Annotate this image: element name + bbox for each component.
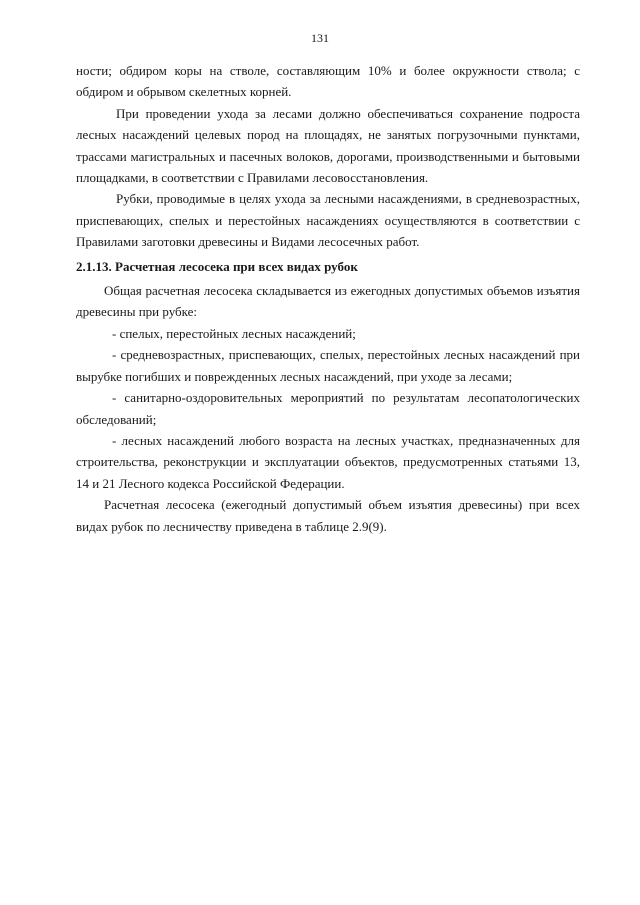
list-item: - средневозрастных, приспевающих, спелых, перестойных лесных насаждений при вырубке погибших и поврежденных лесных насаждений, при уходе за лесами;: [76, 347, 580, 384]
paragraph-continuation: ности; обдиром коры на стволе, составляющим 10% и более окружности ствола; с обдиром и обрывом скелетных корней.: [76, 63, 580, 100]
document-body: [76, 60, 580, 537]
list-item: - спелых, перестойных лесных насаждений;: [112, 325, 356, 341]
list-item: - санитарно-оздоровительных мероприятий по результатам лесопатологических обследований;: [76, 390, 580, 427]
paragraph-closing: Расчетная лесосека (ежегодный допустимый объем изъятия древесины) при всех видах рубок по лесничеству приведена в таблице 2.9(9).: [76, 497, 580, 534]
paragraph-undergrowth-preservation: При проведении ухода за лесами должно обеспечиваться сохранение подроста лесных насаждений целевых пород на площадях, не занятых погрузочными пунктами, трассами магистральных и пасечных волоков, дорогами, производственными и бытовыми площадками, в соответствии с Правилами лесовосстановления.: [76, 105, 580, 186]
page-number: 131: [311, 31, 329, 45]
list-item: - лесных насаждений любого возраста на лесных участках, предназначенных для строительства, реконструкции и эксплуатации объектов, предусмотренных статьями 13, 14 и 21 Лесного кодекса Российской Федерации.: [76, 432, 580, 491]
section-heading: 2.1.13. Расчетная лесосека при всех видах рубок: [76, 258, 358, 274]
paragraph-intro: Общая расчетная лесосека складывается из ежегодных допустимых объемов изъятия древесины при рубке:: [76, 283, 580, 320]
paragraph-thinning-cuttings: Рубки, проводимые в целях ухода за лесными насаждениями, в средневозрастных, приспевающих, спелых и перестойных насаждениях осуществляются в соответствии с Правилами заготовки древесины и Видами лесосечных работ.: [76, 191, 580, 250]
